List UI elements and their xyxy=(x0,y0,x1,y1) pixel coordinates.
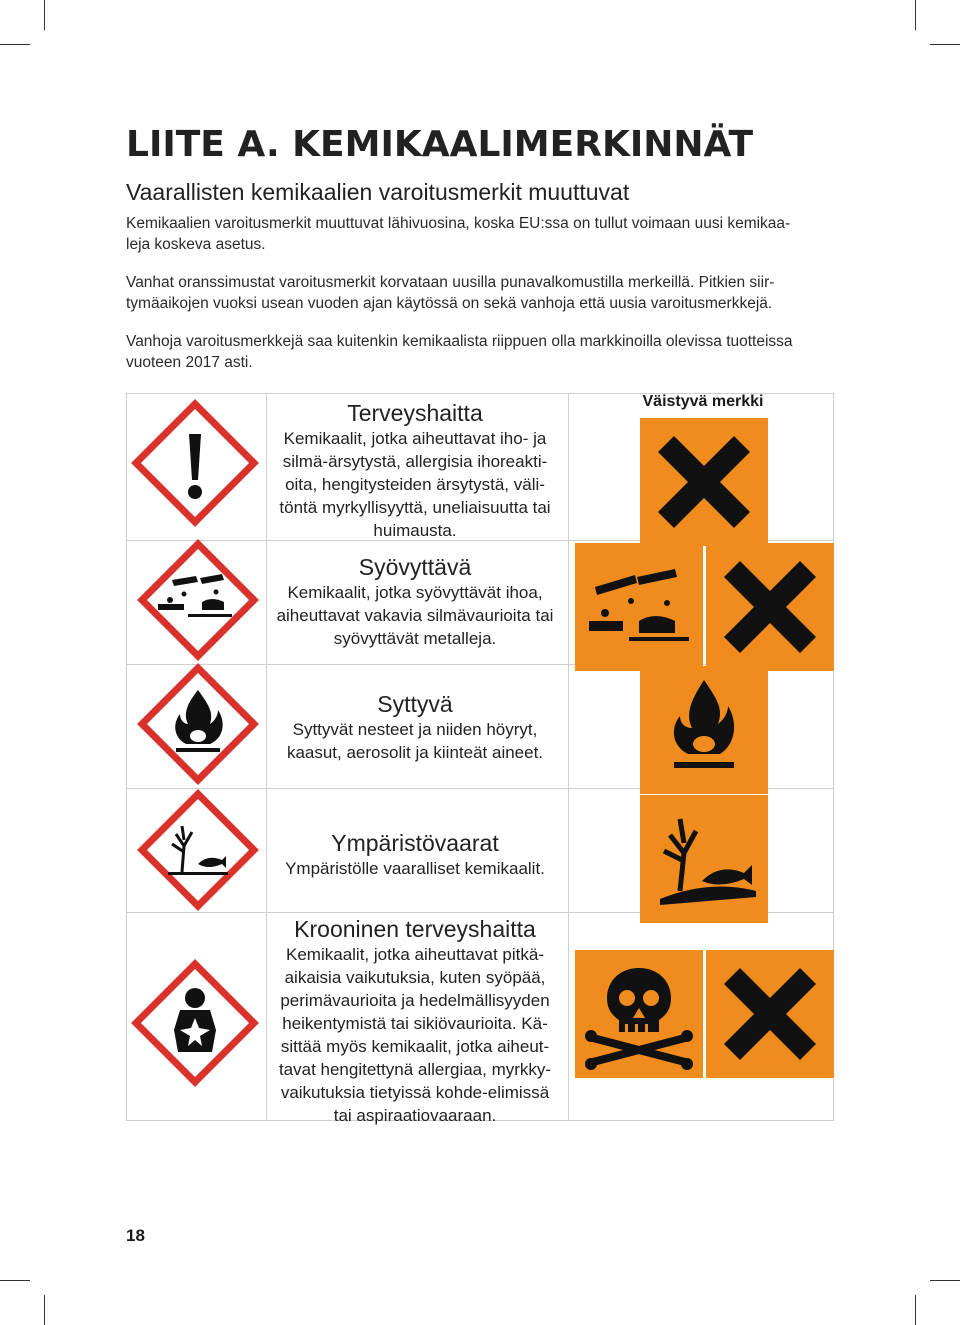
paragraph-line: tymäaikojen vuoksi usean vuoden ajan käytössä on sekä vanhoja että uusia varoitusmerkkejä. xyxy=(126,294,773,312)
hazard-line: töntä myrkyllisyyttä, uneliaisuutta tai xyxy=(279,498,551,517)
paragraph-line: vuoteen 2017 asti. xyxy=(126,353,253,371)
hazard-title: Ympäristövaarat xyxy=(331,830,499,856)
hazard-line: syövyttävät metalleja. xyxy=(333,629,497,648)
page-subtitle: Vaarallisten kemikaalien varoitusmerkit muuttuvat xyxy=(126,179,630,205)
crop-mark xyxy=(0,1280,30,1281)
hazard-line: Kemikaalit, jotka aiheuttavat iho- ja xyxy=(283,429,547,448)
skull-crossbones-icon xyxy=(575,950,703,1078)
page-number: 18 xyxy=(126,1226,145,1245)
hazard-title: Terveyshaitta xyxy=(347,400,483,426)
paragraph-line: Vanhat oranssimustat varoitusmerkit korvataan uusilla punavalkomustilla merkeillä. Pitkien siir- xyxy=(126,274,775,291)
paragraph-line: Kemikaalien varoitusmerkit muuttuvat lähivuosina, koska EU:ssa on tullut voimaan uusi kemikaa- xyxy=(126,215,791,232)
x-cross-icon xyxy=(706,543,834,671)
hazard-description xyxy=(264,399,566,542)
health-hazard-icon xyxy=(132,960,258,1086)
flame-icon xyxy=(138,664,258,784)
hazard-description xyxy=(264,829,566,880)
corrosion-icon xyxy=(138,540,258,660)
hazard-description xyxy=(264,690,566,764)
x-cross-icon xyxy=(706,950,834,1078)
hazard-line: Kemikaalit, jotka syövyttävät ihoa, xyxy=(287,583,543,602)
hazard-line: aiheuttavat vakavia silmävaurioita tai xyxy=(276,606,554,625)
hazard-description xyxy=(264,915,566,1127)
paragraph-line: leja koskeva asetus. xyxy=(126,235,266,253)
paragraph xyxy=(126,273,838,314)
environment-icon xyxy=(138,790,258,910)
crop-mark xyxy=(930,44,960,45)
crop-mark xyxy=(930,1280,960,1281)
crop-mark xyxy=(915,0,916,30)
hazard-title: Syttyvä xyxy=(377,691,453,717)
flame-icon xyxy=(640,666,768,794)
hazard-title: Krooninen terveyshaitta xyxy=(294,916,536,942)
hazard-line: heikentymistä tai sikiövaurioita. Kä- xyxy=(282,1014,548,1033)
hazard-title: Syövyttävä xyxy=(358,554,472,580)
exclamation-mark-icon xyxy=(132,400,258,526)
hazard-line: sittää myös kemikaalit, jotka aiheut- xyxy=(280,1037,550,1056)
environment-icon xyxy=(640,795,768,923)
paragraph xyxy=(126,214,838,255)
crop-mark xyxy=(44,1295,45,1325)
hazard-line: Kemikaalit, jotka aiheuttavat pitkä- xyxy=(286,945,544,964)
x-cross-icon xyxy=(640,418,768,546)
paragraph-line: Vanhoja varoitusmerkkejä saa kuitenkin kemikaalista riippuen olla markkinoilla olevissa tuotteissa xyxy=(126,333,793,350)
hazard-line: huimausta. xyxy=(373,521,457,540)
hazard-line: tai aspiraatiovaaraan. xyxy=(333,1106,497,1125)
hazard-description xyxy=(264,553,566,650)
old-sign-header: Väistyvä merkki xyxy=(642,393,764,410)
hazard-line: oita, hengitysteiden ärsytystä, väli- xyxy=(285,475,545,494)
hazard-line: perimävaurioita ja hedelmällisyyden xyxy=(280,991,550,1010)
paragraph xyxy=(126,332,838,373)
hazard-line: vaikutuksia tietyissä kohde-elimissä xyxy=(280,1083,550,1102)
hazard-line: kaasut, aerosolit ja kiinteät aineet. xyxy=(286,743,544,762)
crop-mark xyxy=(915,1295,916,1325)
hazard-line: silmä-ärsytystä, allergisia ihoreakti- xyxy=(282,452,548,471)
hazard-line: Syttyvät nesteet ja niiden höyryt, xyxy=(292,720,538,739)
hazard-line: tavat hengitettynä allergiaa, myrkky- xyxy=(278,1060,552,1079)
page-title: LIITE A. KEMIKAALIMERKINNÄT xyxy=(126,124,754,165)
crop-mark xyxy=(0,44,30,45)
crop-mark xyxy=(44,0,45,30)
corrosion-icon xyxy=(575,543,703,671)
hazard-line: aikaisia vaikutuksia, kuten syöpää, xyxy=(284,968,546,987)
hazard-line: Ympäristölle vaaralliset kemikaalit. xyxy=(285,859,545,878)
